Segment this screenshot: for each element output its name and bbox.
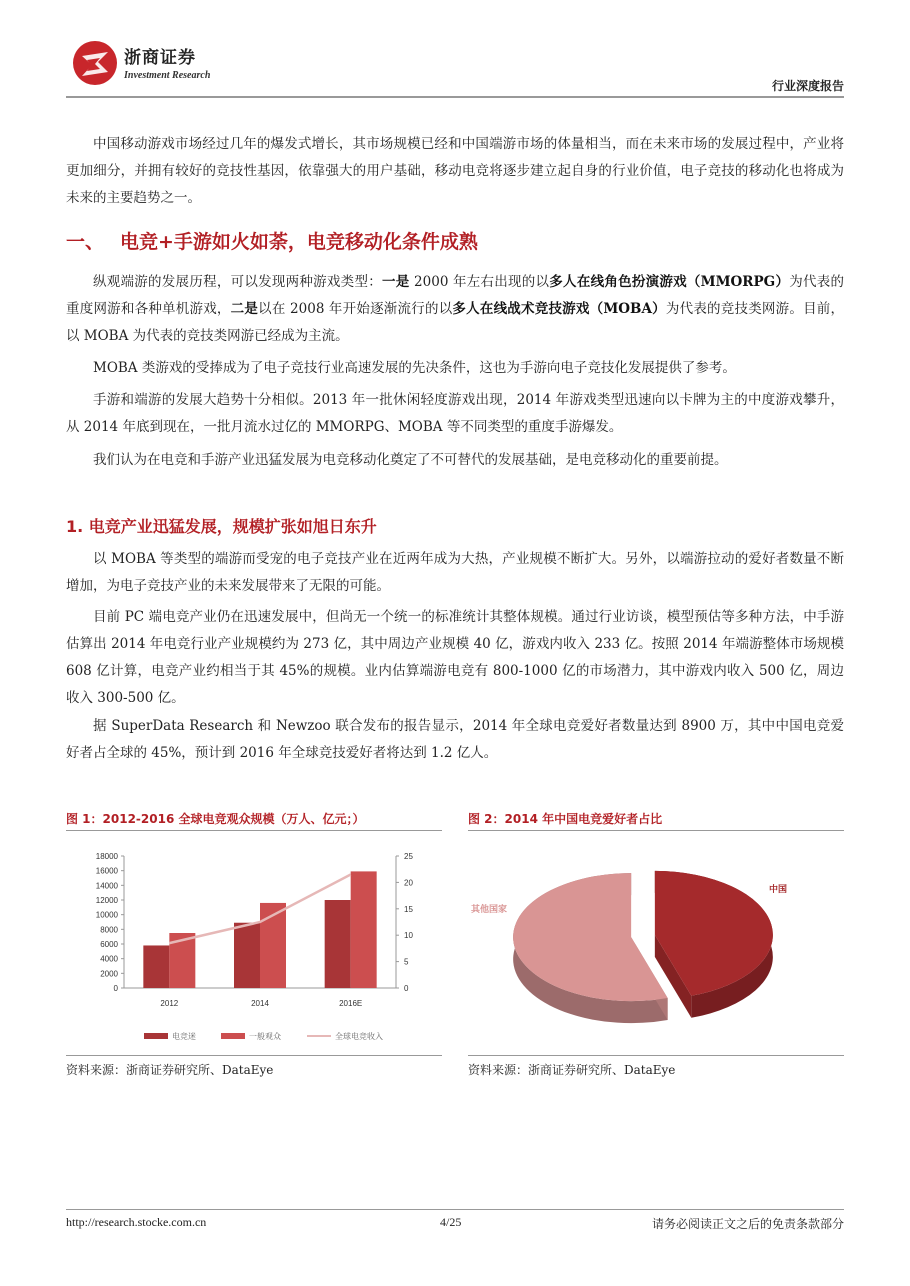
y-left-tick-label: 4000 [100, 954, 118, 964]
y-left-tick-label: 0 [113, 984, 118, 993]
footer-url-link[interactable]: http://research.stocke.com.cn [66, 1215, 207, 1229]
y-left-tick-label: 10000 [95, 910, 118, 920]
subsection-heading: 1. 电竞产业迅猛发展，规模扩张如旭日东升 [66, 517, 377, 536]
report-type-label: 行业深度报告 [771, 79, 844, 93]
y-right-tick-label: 0 [404, 984, 409, 993]
y-right-tick-label: 25 [404, 852, 413, 861]
legend-label: 电竞迷 [172, 1032, 196, 1041]
page-number: 4/25 [440, 1215, 462, 1229]
figure1-bottom-rule [66, 1055, 442, 1056]
bar-一般观众 [351, 871, 377, 988]
section-paragraph-1: 纵观端游的发展历程，可以发现两种游戏类型：一是 2000 年左右出现的以多人在线角色扮演游戏（MMORPG）为代表的重度网游和各种单机游戏，二是以在 2008 年开始逐渐流行的以多人在线战术竞技游戏（MOBA）为代表的竞技类网游。目前，以 MOBA 为代表的竞技类网游已经成为主流。 [66, 274, 845, 344]
intro-paragraph: 中国移动游戏市场经过几年的爆发式增长，其市场规模已经和中国端游市场的体量相当，而在未来市场的发展过程中，产业将更加细分，并拥有较好的竞技性基因，依靠强大的用户基础，移动电竞将逐步建立起自身的行业价值，电子竞技的移动化也将成为未来的主要趋势之一。 [66, 136, 844, 206]
figure1-top-rule [66, 830, 442, 831]
bar-电竞迷 [143, 945, 169, 988]
y-right-tick-label: 20 [404, 878, 413, 888]
header-divider [66, 96, 844, 98]
pie-label-中国: 中国 [769, 884, 788, 894]
subsection-paragraph-3: 据 SuperData Research 和 Newzoo 联合发布的报告显示，2014 年全球电竞爱好者数量达到 8900 万，其中中国电竞爱好者占全球的 45%，预计到 2016 年全球竞技爱好者将达到 1.2 亿人。 [66, 718, 844, 761]
footer-divider [66, 1209, 844, 1210]
section-title: 电竞+手游如火如荼，电竞移动化条件成熟 [120, 231, 478, 253]
figure2-bottom-rule [468, 1055, 844, 1056]
brand-name-en: Investment Research [124, 70, 211, 81]
legend-label: 一般观众 [249, 1032, 281, 1041]
brand-logo-icon [70, 38, 120, 88]
figure2-chart [468, 834, 844, 1054]
figure2-source: 资料来源：浙商证券研究所、DataEye [468, 1063, 676, 1077]
y-left-tick-label: 8000 [100, 925, 118, 935]
pie-label-其他国家: 其他国家 [471, 904, 508, 914]
brand-name-cn: 浙商证券 [124, 48, 196, 68]
y-left-tick-label: 16000 [95, 866, 118, 876]
section-paragraph-2: MOBA 类游戏的受捧成为了电子竞技行业高速发展的先决条件，这也为手游向电子竞技化发展提供了参考。 [93, 360, 736, 376]
legend-label: 全球电竞收入 [335, 1032, 383, 1041]
y-right-tick-label: 15 [404, 904, 413, 914]
bar-电竞迷 [325, 900, 351, 988]
figure1-title: 图 1：2012-2016 全球电竞观众规模（万人、亿元；） [66, 812, 365, 826]
bar-电竞迷 [234, 923, 260, 988]
section-paragraph-3: 手游和端游的发展大趋势十分相似。2013 年一批休闲轻度游戏出现，2014 年游戏类型迅速向以卡牌为主的中度游戏攀升，从 2014 年底到现在，一批月流水过亿的 MMORPG、MOBA 等不同类型的重度手游爆发。 [66, 392, 844, 435]
y-right-tick-label: 10 [404, 931, 413, 941]
section-heading [66, 227, 478, 254]
x-tick-label: 2016E [339, 999, 363, 1008]
y-left-tick-label: 12000 [95, 896, 118, 905]
y-left-tick-label: 2000 [100, 969, 118, 979]
figure2-title: 图 2：2014 年中国电竞爱好者占比 [468, 812, 663, 826]
figure1-source: 资料来源：浙商证券研究所、DataEye [66, 1063, 274, 1077]
subsection-paragraph-1: 以 MOBA 等类型的端游而受宠的电子竞技产业在近两年成为大热，产业规模不断扩大。另外，以端游拉动的爱好者数量不断增加，为电子竞技产业的未来发展带来了无限的可能。 [66, 551, 844, 594]
legend-swatch-电竞迷 [144, 1033, 168, 1039]
figure1-chart [66, 834, 442, 1054]
legend-swatch-一般观众 [221, 1033, 245, 1039]
footer-disclaimer: 请务必阅读正文之后的免责条款部分 [651, 1217, 844, 1231]
y-left-tick-label: 18000 [95, 852, 118, 861]
x-tick-label: 2014 [251, 999, 269, 1008]
subsection-paragraph-2: 目前 PC 端电竞产业仍在迅速发展中，但尚无一个统一的标准统计其整体规模。通过行业访谈，模型预估等多种方法，中手游估算出 2014 年电竞行业产业规模约为 273 亿，其中周边产业规模 40 亿，游戏内收入 233 亿。按照 2014 年端游整体市场规模 608 亿计算，电竞产业约相当于其 45%的规模。业内估算端游电竞有 800-1000 亿的市场潜力，其中游戏内收入 500 亿，周边收入 300-500 亿。 [66, 609, 844, 706]
section-paragraph-4: 我们认为在电竞和手游产业迅猛发展为电竞移动化奠定了不可替代的发展基础，是电竞移动化的重要前提。 [93, 452, 728, 468]
section-number: 一、 [66, 231, 105, 253]
x-tick-label: 2012 [160, 999, 179, 1008]
y-left-tick-label: 6000 [100, 940, 118, 949]
y-right-tick-label: 5 [404, 957, 409, 967]
figure2-top-rule [468, 830, 844, 831]
y-left-tick-label: 14000 [95, 881, 118, 891]
